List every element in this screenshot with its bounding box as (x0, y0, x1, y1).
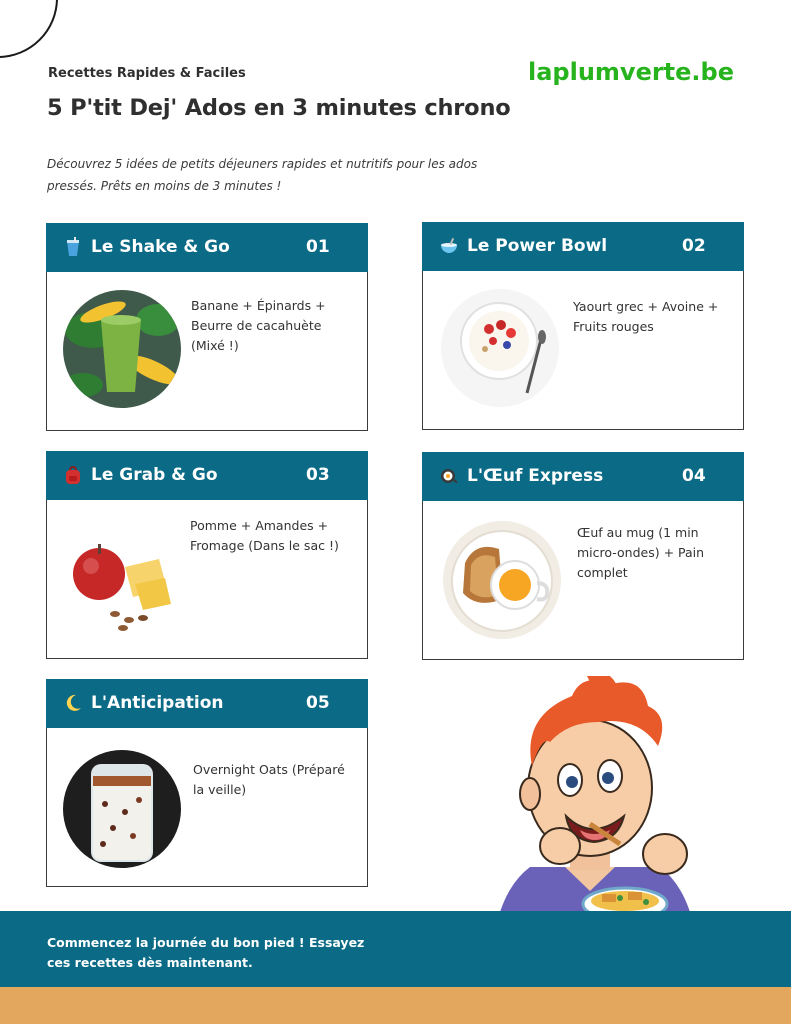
recipe-card-5 (46, 679, 368, 887)
recipe-card-1 (46, 223, 368, 431)
recipe-card-number: 01 (306, 237, 330, 257)
recipe-card-title: Le Shake & Go (91, 237, 230, 257)
recipe-card-number: 05 (306, 693, 330, 713)
recipe-card-header (46, 451, 368, 500)
recipe-card-title: Le Grab & Go (91, 465, 218, 485)
page-title: 5 P'tit Dej' Ados en 3 minutes chrono (47, 95, 511, 121)
recipe-card-title: Le Power Bowl (467, 236, 608, 256)
brand-logo-text[interactable]: laplumverte.be (528, 58, 735, 86)
backpack-icon (64, 465, 82, 485)
egg-mug-toast-photo (443, 521, 561, 639)
recipe-card-description: Œuf au mug (1 min micro-ondes) + Pain complet (577, 525, 705, 580)
green-smoothie-photo (63, 290, 181, 408)
decorative-corner-arc (0, 0, 58, 58)
page-kicker: Recettes Rapides & Faciles (48, 66, 246, 81)
bowl-icon (440, 236, 458, 256)
recipe-card-title: L'Anticipation (91, 693, 224, 713)
recipe-card-header (422, 452, 744, 501)
recipe-card-4 (422, 452, 744, 660)
overnight-oats-jar-photo (63, 750, 181, 868)
drink-cup-icon (64, 237, 82, 257)
crescent-moon-icon (64, 693, 82, 713)
footer-call-to-action: Commencez la journée du bon pied ! Essayez ces recettes dès maintenant. (47, 935, 365, 970)
recipe-card-description: Overnight Oats (Préparé la veille) (193, 762, 345, 797)
recipe-card-header (46, 679, 368, 728)
footer-accent-strip (0, 987, 791, 1024)
recipe-card-2 (422, 222, 744, 430)
recipe-card-description: Banane + Épinards + Beurre de cacahuète (Mixé !) (191, 298, 326, 353)
yogurt-bowl-photo (441, 289, 559, 407)
recipe-card-number: 02 (682, 236, 706, 256)
apple-cheese-almonds-photo (63, 522, 181, 640)
recipe-card-3 (46, 451, 368, 659)
recipe-card-header (422, 222, 744, 271)
recipe-card-header (46, 223, 368, 272)
intro-text: Découvrez 5 idées de petits déjeuners rapides et nutritifs pour les ados pressés. Prêts en moins de 3 minutes ! (47, 157, 478, 193)
footer-banner (0, 911, 791, 987)
recipe-card-description: Pomme + Amandes + Fromage (Dans le sac !) (190, 518, 339, 553)
frying-pan-icon (440, 466, 458, 486)
recipe-card-number: 03 (306, 465, 330, 485)
recipe-card-title: L'Œuf Express (467, 466, 604, 486)
recipe-card-description: Yaourt grec + Avoine + Fruits rouges (573, 299, 719, 334)
recipe-card-number: 04 (682, 466, 706, 486)
